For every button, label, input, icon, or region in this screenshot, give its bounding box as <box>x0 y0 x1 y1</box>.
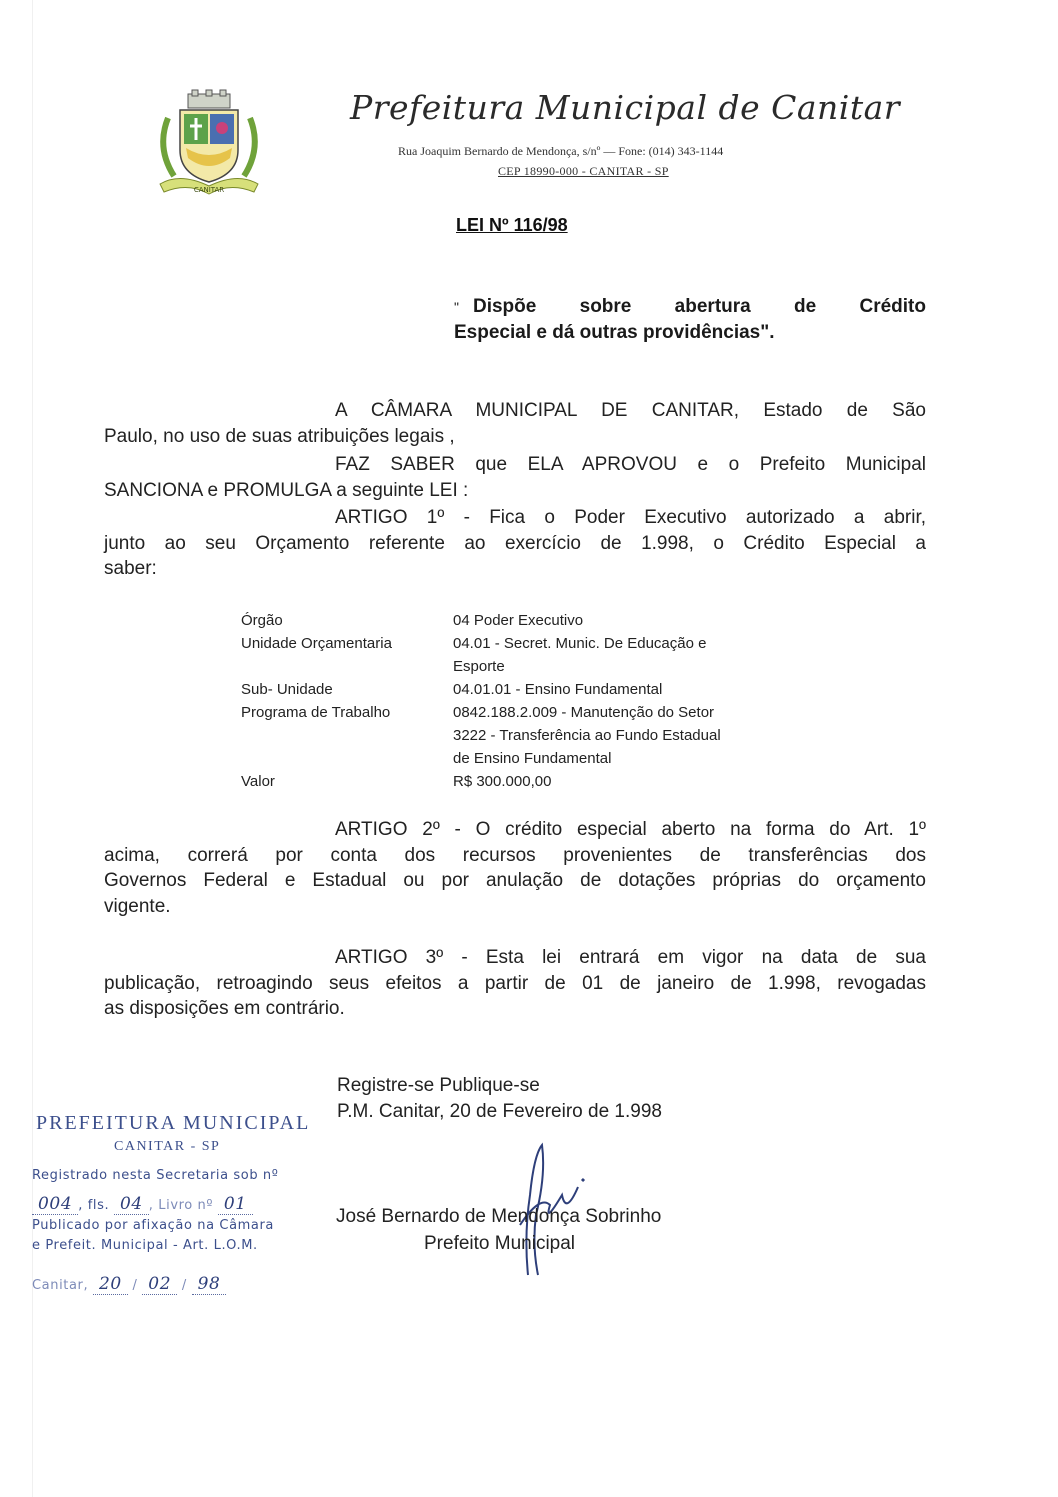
municipal-crest-icon <box>150 88 268 200</box>
ementa-line-1 <box>454 294 926 320</box>
enactment-line-1: FAZ SABER que ELA APROVOU e o Prefeito Municipal <box>335 454 926 475</box>
ementa-line-2: Especial e dá outras providências". <box>454 322 775 343</box>
budget-label: Órgão <box>241 612 283 629</box>
budget-row-valor <box>241 770 833 793</box>
stamp-published-text: Publicado por afixação na Câmara <box>32 1218 274 1233</box>
stamp-title: PREFEITURA MUNICIPAL <box>36 1112 311 1134</box>
article-1 <box>104 505 926 582</box>
article-2-line-1: ARTIGO 2º - O crédito especial aberto na forma do Art. 1º <box>335 819 926 840</box>
organization-address: Rua Joaquim Bernardo de Mendonça, s/nº — Fone: (014) 343-1144 <box>398 144 724 158</box>
organization-cep: CEP 18990-000 - CANITAR - SP <box>498 164 669 178</box>
law-title: LEI Nº 116/98 <box>456 215 568 235</box>
preamble-paragraph <box>104 398 926 449</box>
stamp-city: CANITAR - SP <box>114 1139 221 1154</box>
budget-value: 04.01.01 - Ensino Fundamental <box>453 681 663 698</box>
stamp-fls-label: , fls. <box>78 1198 110 1213</box>
registre-publique: Registre-se Publique-se <box>337 1075 540 1096</box>
budget-value: de Ensino Fundamental <box>453 750 612 767</box>
budget-label: Valor <box>241 773 275 790</box>
budget-value: Esporte <box>453 658 505 675</box>
article-2 <box>104 817 926 919</box>
budget-value: 04.01 - Secret. Munic. De Educação e <box>453 635 707 652</box>
stamp-registered-text: Registrado nesta Secretaria sob nº <box>32 1168 279 1183</box>
article-3 <box>104 945 926 1022</box>
budget-value: 04 Poder Executivo <box>453 612 584 629</box>
budget-row-orgao <box>241 609 833 632</box>
article-2-line-3: Governos Federal e Estadual ou por anulação de dotações próprias do orçamento <box>104 870 926 891</box>
organization-name: Prefeitura Municipal de Canitar <box>350 88 901 127</box>
open-quote: " <box>454 299 459 315</box>
article-1-line-2: junto ao seu Orçamento referente ao exercício de 1.998, o Crédito Especial a <box>104 532 926 554</box>
budget-value: 0842.188.2.009 - Manutenção do Setor <box>453 704 715 721</box>
signer-name: José Bernardo de Mendonça Sobrinho <box>336 1206 662 1227</box>
stamp-date-year: 98 <box>192 1274 227 1295</box>
budget-row-subunidade <box>241 678 833 701</box>
budget-row-unidade <box>241 632 833 678</box>
svg-text:CANITAR: CANITAR <box>193 186 225 194</box>
stamp-date-line: Canitar, 20 / 02 / 98 <box>32 1274 226 1294</box>
signer-title: Prefeito Municipal <box>424 1233 576 1254</box>
preamble-line-2: Paulo, no uso de suas atribuições legais , <box>104 425 455 447</box>
stamp-registration-line <box>32 1194 253 1214</box>
law-ementa <box>454 294 926 346</box>
stamp-reg-number: 004 <box>32 1194 78 1215</box>
stamp-date-month: 02 <box>142 1274 177 1295</box>
stamp-date-day: 20 <box>93 1274 128 1295</box>
budget-label: Unidade Orçamentaria <box>241 635 392 652</box>
article-1-line-3: saber: <box>104 558 157 579</box>
budget-label: Programa de Trabalho <box>241 704 391 721</box>
preamble-line-1: A CÂMARA MUNICIPAL DE CANITAR, Estado de São <box>335 400 926 421</box>
article-3-line-1: ARTIGO 3º - Esta lei entrará em vigor na data de sua <box>335 947 926 968</box>
place-date: P.M. Canitar, 20 de Fevereiro de 1.998 <box>337 1101 662 1122</box>
budget-value: R$ 300.000,00 <box>453 773 552 790</box>
enactment-line-2: SANCIONA e PROMULGA a seguinte LEI : <box>104 479 469 501</box>
stamp-livro-value: 01 <box>218 1194 253 1215</box>
stamp-law-ref: e Prefeit. Municipal - Art. L.O.M. <box>32 1238 258 1253</box>
stamp-date-city: Canitar, <box>32 1278 89 1293</box>
budget-label: Sub- Unidade <box>241 681 333 698</box>
budget-value: 3222 - Transferência ao Fundo Estadual <box>453 727 721 744</box>
article-1-line-1: ARTIGO 1º - Fica o Poder Executivo autorizado a abrir, <box>335 507 926 528</box>
ementa-line-1-text: Dispõe sobre abertura de Crédito <box>472 296 926 317</box>
budget-table <box>241 609 833 793</box>
enactment-paragraph <box>104 452 926 503</box>
budget-row-programa <box>241 701 833 770</box>
article-3-line-2: publicação, retroagindo seus efeitos a partir de 01 de janeiro de 1.998, revogadas <box>104 972 926 994</box>
scan-edge <box>32 0 33 1497</box>
article-3-line-3: as disposições em contrário. <box>104 998 345 1019</box>
article-2-line-4: vigente. <box>104 895 171 917</box>
article-2-line-2: acima, correrá por conta dos recursos provenientes de transferências dos <box>104 844 926 866</box>
stamp-fls-value: 04 <box>114 1194 149 1215</box>
stamp-livro-label: , Livro nº <box>148 1198 214 1213</box>
